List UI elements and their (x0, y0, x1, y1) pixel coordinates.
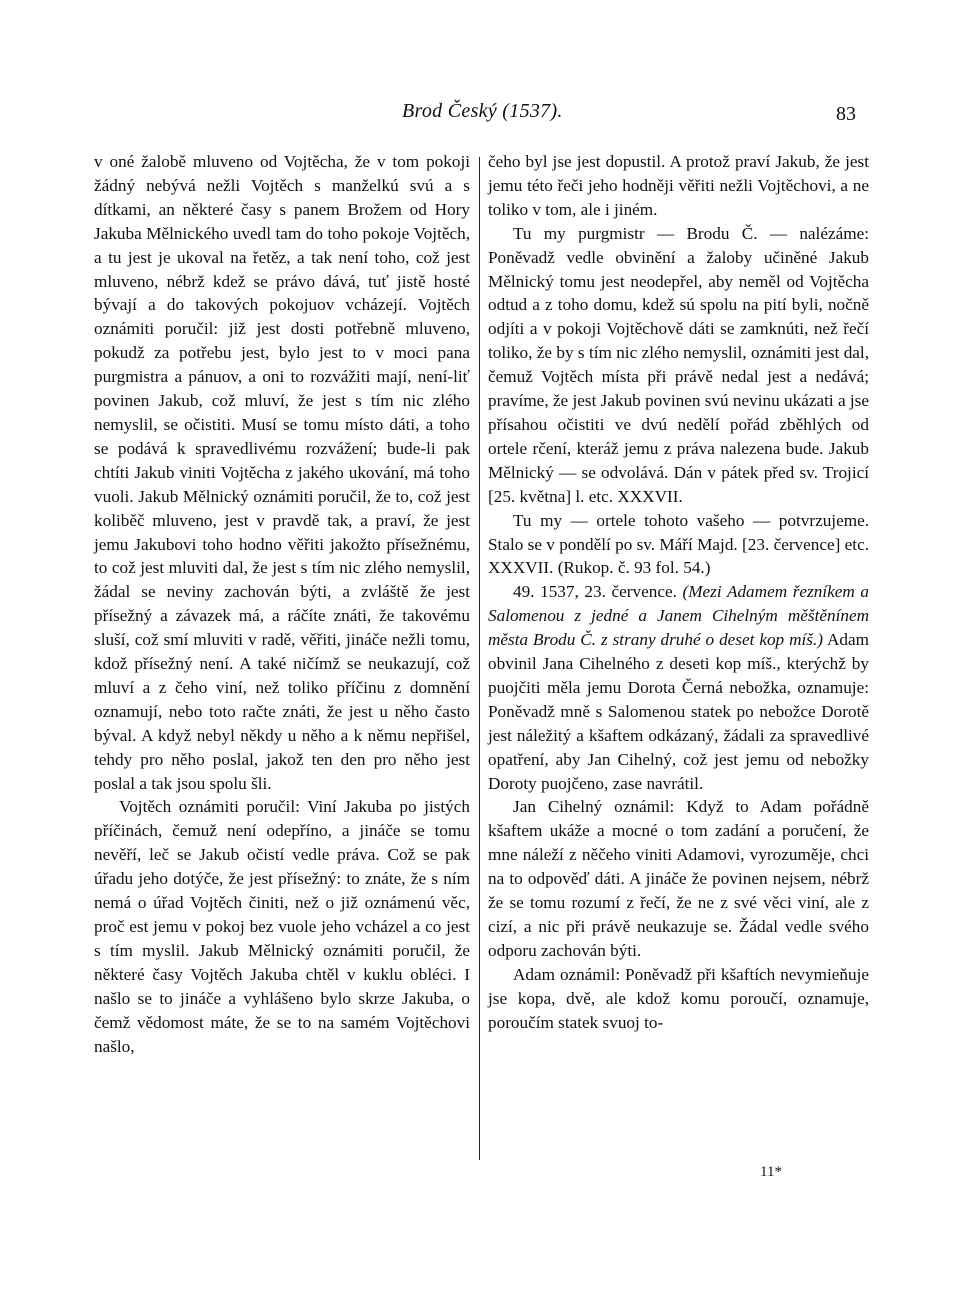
right-column (488, 150, 869, 1035)
document-heading: (Mezi Adamem řezníkem a Salomenou z jedné a Janem Cihelným měštěnínem města Brodu Č. z strany druhé o deset kop míš.) (488, 582, 869, 650)
right-paragraph-1: čeho byl jse jest dopustil. A protož praví Jakub, že jest jemu této řeči jeho hodněji věřiti nežli Vojtěchovi, a ne toliko v tom, ale i jiném. (488, 152, 869, 219)
left-paragraph-1: v oné žalobě mluveno od Vojtěcha, že v tom pokoji žádný nebývá nežli Vojtěch s manželkú svú a s dítkami, an některé časy s panem Brožem od Hory Jakuba Mělnického uvedl tam do toho pokoje Vojtěch, a tu jest je ukoval na řetěz, a tak není toho, což jest mluveno, nébrž kdež se právo dává, tuť jistě hosté bývají a do takových pokojuov vcházejí. Vojtěch oznámiti poručil: již jest dosti potřebně mluveno, pokudž za potřebu jest, bylo jest to v moci pana purgmistra a pánuov, a oni to rozvážiti mají, není-liť povinen Jakub, což mluví, že jest s tím nic zlého nemyslil, se očistiti. Musí se tomu místo dáti, a toho se podává k spravedlivému rozvážení; bude-li pak chtíti Jakub viniti Vojtěcha z jakého ukování, má toho vuoli. Jakub Mělnický oznámiti poručil, že to, což jest koliběč mluveno, jest v pravdě tak, a praví, že jest jemu Jakubovi toho hodno věřiti jakožto přísežnému, to což jest mluviti dal, že jest s tím nic zlého nemyslil, žádal se neviny zachován býti, a zvláště že jest přísežný a závazek má, a ráčíte znáti, že takovému sluší, což smí mluviti v radě, věřiti, jináče nežli tomu, kdož přísežný není. A také ničímž se neukazují, což mluví a z čeho viní, než toliko příčinu z domnění oznamují, nebo toto račte znáti, že jest u něho často býval. A když nebyl někdy u něho a k němu nepřišel, tehdy pro něho poslal, jakož ten den pro něho jest poslal a tak jsou spolu šli. (94, 152, 470, 793)
document-body: Adam obvinil Jana Cihelného z deseti kop míš., kterýchž by puojčiti měla jemu Dorota Černá nebožka, oznamuje: Poněvadž mně s Salomenou statek po nebožce Dorotě jest náležitý a kšaftem odkázaný, žádali za spravedlivé opatření, aby Jan Cihelný, což jest jemu od nebožky Doroty puojčeno, zase navrátil. (488, 630, 869, 793)
right-paragraph-2: Tu my purgmistr — Brodu Č. — nalézáme: Poněvadž vedle obvinění a žaloby učiněné Jakub Mělnický tomu jest neodepřel, aby neměl od Vojtěcha odtud a z toho domu, kdež sú spolu na pití byli, nočně odjíti a v pokoji Vojtěchově dáti se zamknúti, než řečí toliko, že by s tím nic zlého nemyslil, oznámiti jest dal, čemuž Vojtěch místa při právě nedal jest a nedává; pravíme, že jest Jakub povinen svú nevinu ukázati a jse přísahou očistiti ve dvú nedělí pořád zběhlých od ortele rčení, kteráž jemu z práva nalezena bude. Jakub Mělnický — se odvolává. Dán v pátek před sv. Trojicí [25. května] l. etc. XXXVII. (488, 223, 869, 506)
right-paragraph-4 (488, 580, 869, 795)
page-number: 83 (836, 103, 856, 125)
left-column (94, 150, 470, 1058)
signature-mark: 11* (760, 1164, 782, 1180)
left-paragraph-2: Vojtěch oznámiti poručil: Viní Jakuba po jistých příčinách, čemuž není odepříno, a jináče se tomu nevěří, leč se Jakub očistí vedle práva. Což se pak úřadu jeho dotýče, že jest přísežný: to znáte, že s ním nemá o úřad Vojtěch činiti, než o již oznámenú věc, proč est jemu v pokoj bez vuole jeho vcházel a co jest s tím myslil. Jakub Mělnický oznámiti poručil, že některé časy Vojtěch Jakuba chtěl v kuklu obléci. I našlo se to jináče a vyhlášeno bylo skrze Jakuba, o čemž vědomost máte, že se to na samém Vojtěchovi našlo, (94, 797, 470, 1056)
right-paragraph-5: Jan Cihelný oznámil: Když to Adam pořádně kšaftem ukáže a mocné o tom zadání a poručení, že mne náleží z něčeho viniti Adamovi, vyrozuměje, chci na to odpověď dáti. A jináče že povinen nejsem, nébrž že se tomu rozumí z řečí, že ne z své věci viní, ale z cizí, a nic při právě neukazuje se. Žádal vedle svého odporu zachován býti. (488, 797, 869, 960)
right-paragraph-3: Tu my — ortele tohoto vašeho — potvrzujeme. Stalo se v pondělí po sv. Máří Majd. [23. července] etc. XXXVII. (Rukop. č. 93 fol. 54.) (488, 510, 869, 578)
document-number: 49. 1537, 23. července. (513, 582, 677, 602)
column-divider (479, 157, 480, 1160)
right-paragraph-6: Adam oznámil: Poněvadž při kšaftích nevymieňuje jse kopa, dvě, ale kdož komu poroučí, oznamuje, poroučím statek svuoj to- (488, 964, 869, 1032)
running-title: Brod Český (1537). (402, 100, 563, 122)
